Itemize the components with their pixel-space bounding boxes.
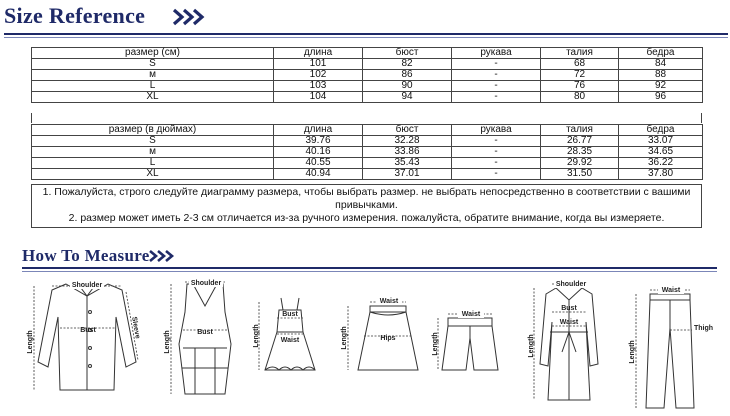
how-to-measure-title: How To Measure <box>22 246 150 265</box>
size-table-cm <box>31 47 703 103</box>
pants-diagram <box>628 272 714 416</box>
waist-label: Waist <box>461 311 481 318</box>
table-cell: 101 <box>274 59 363 70</box>
table-cell: 40.55 <box>274 158 363 169</box>
table-header-cell: талия <box>541 48 619 59</box>
table-row <box>32 136 703 147</box>
header-rule-thin <box>4 37 728 38</box>
table-cell: 90 <box>363 81 452 92</box>
size-reference-header <box>0 0 730 34</box>
strap-dress-diagram <box>255 272 325 402</box>
table-header-cell: длина <box>274 48 363 59</box>
table-cell: S <box>32 59 274 70</box>
table-cell: - <box>452 92 541 103</box>
table-cell: 26.77 <box>541 136 619 147</box>
table-cell: 39.76 <box>274 136 363 147</box>
table-cell: 76 <box>541 81 619 92</box>
table-cell: L <box>32 158 274 169</box>
table-cell: 29.92 <box>541 158 619 169</box>
table-cell: 37.80 <box>619 169 703 180</box>
bust-label: Bust <box>561 305 577 312</box>
length-label: Length <box>528 334 535 358</box>
table-header-cell: бюст <box>363 125 452 136</box>
table-cell: 92 <box>619 81 703 92</box>
skirt-diagram <box>340 272 420 402</box>
header-rule <box>22 267 717 269</box>
hips-label: Hips <box>380 335 396 342</box>
table-cell: XL <box>32 169 274 180</box>
table-cell: 33.07 <box>619 136 703 147</box>
table-header-cell: бюст <box>363 48 452 59</box>
shoulder-label: Shoulder <box>555 281 587 288</box>
table-cell: 33.86 <box>363 147 452 158</box>
sleeve-label: Sleeve <box>130 316 141 340</box>
table-header-row <box>32 48 703 59</box>
bust-label: Bust <box>197 329 213 336</box>
blouse-diagram <box>22 272 150 402</box>
table-row <box>32 70 703 81</box>
triple-chevron-icon <box>148 249 174 263</box>
bust-label: Bust <box>80 327 96 334</box>
table-cell: - <box>452 81 541 92</box>
table-row <box>32 147 703 158</box>
table-cell: 82 <box>363 59 452 70</box>
thigh-label: Thigh <box>694 325 714 332</box>
tank-top-diagram <box>165 272 245 402</box>
length-label: Length <box>341 326 348 350</box>
table-cell: L <box>32 81 274 92</box>
table-cell: - <box>452 136 541 147</box>
table-cell: 32.28 <box>363 136 452 147</box>
size-table-inches <box>31 124 703 180</box>
table-header-cell: бедра <box>619 125 703 136</box>
table-cell: 88 <box>619 70 703 81</box>
table-header-cell: талия <box>541 125 619 136</box>
table-cell: 35.43 <box>363 158 452 169</box>
triple-chevron-icon <box>172 8 206 26</box>
table-cell: XL <box>32 92 274 103</box>
table-row <box>32 92 703 103</box>
table-header-cell: длина <box>274 125 363 136</box>
table-cell: м <box>32 70 274 81</box>
table-cell: м <box>32 147 274 158</box>
table-row <box>32 59 703 70</box>
shoulder-label: Shoulder <box>190 280 222 287</box>
table-cell: 104 <box>274 92 363 103</box>
table-cell: 68 <box>541 59 619 70</box>
table-cell: - <box>452 158 541 169</box>
table-cell: 34.65 <box>619 147 703 158</box>
table-cell: - <box>452 59 541 70</box>
length-label: Length <box>27 330 34 354</box>
length-label: Length <box>164 330 171 354</box>
table-header-cell: бедра <box>619 48 703 59</box>
waist-label: Waist <box>280 337 300 344</box>
table-cell: 36.22 <box>619 158 703 169</box>
table-cell: 80 <box>541 92 619 103</box>
table-cell: S <box>32 136 274 147</box>
table-header-cell: размер (в дюймах) <box>32 125 274 136</box>
table-header-cell: рукава <box>452 48 541 59</box>
coat-diagram <box>528 272 610 416</box>
bust-label: Bust <box>282 311 298 318</box>
waist-label: Waist <box>379 298 399 305</box>
table-cell: - <box>452 169 541 180</box>
length-label: Length <box>253 324 260 348</box>
table-row <box>32 169 703 180</box>
table-cell: 102 <box>274 70 363 81</box>
table-row <box>32 158 703 169</box>
size-reference-title: Size Reference <box>4 3 146 28</box>
waist-label: Waist <box>661 287 681 294</box>
table-cell: 94 <box>363 92 452 103</box>
table-row <box>32 81 703 92</box>
table-cell: 86 <box>363 70 452 81</box>
table-cell: 28.35 <box>541 147 619 158</box>
header-rule <box>4 33 728 35</box>
table-cell: 40.94 <box>274 169 363 180</box>
table-cell: 84 <box>619 59 703 70</box>
length-label: Length <box>629 340 636 364</box>
table-header-cell: рукава <box>452 125 541 136</box>
table-cell: - <box>452 147 541 158</box>
table-cell: 103 <box>274 81 363 92</box>
table-spacer <box>31 113 702 123</box>
note-1: 1. Пожалуйста, строго следуйте диаграмму размера, чтобы выбрать размер. не выбрать непосредственно в соответствии с вашими привычками. <box>42 186 691 211</box>
table-cell: 31.50 <box>541 169 619 180</box>
shorts-diagram <box>432 272 508 402</box>
measurement-diagrams <box>0 272 730 416</box>
table-header-row <box>32 125 703 136</box>
table-cell: - <box>452 70 541 81</box>
length-label: Length <box>432 332 439 356</box>
table-cell: 40.16 <box>274 147 363 158</box>
table-cell: 37.01 <box>363 169 452 180</box>
waist-label: Waist <box>559 319 579 326</box>
size-notes <box>31 184 702 228</box>
table-header-cell: размер (см) <box>32 48 274 59</box>
table-cell: 72 <box>541 70 619 81</box>
table-cell: 96 <box>619 92 703 103</box>
shoulder-label: Shoulder <box>71 282 103 289</box>
note-2: 2. размер может иметь 2-3 см отличается из-за ручного измерения. пожалуйста, обратите внимание, когда вы измеряете. <box>68 212 665 224</box>
